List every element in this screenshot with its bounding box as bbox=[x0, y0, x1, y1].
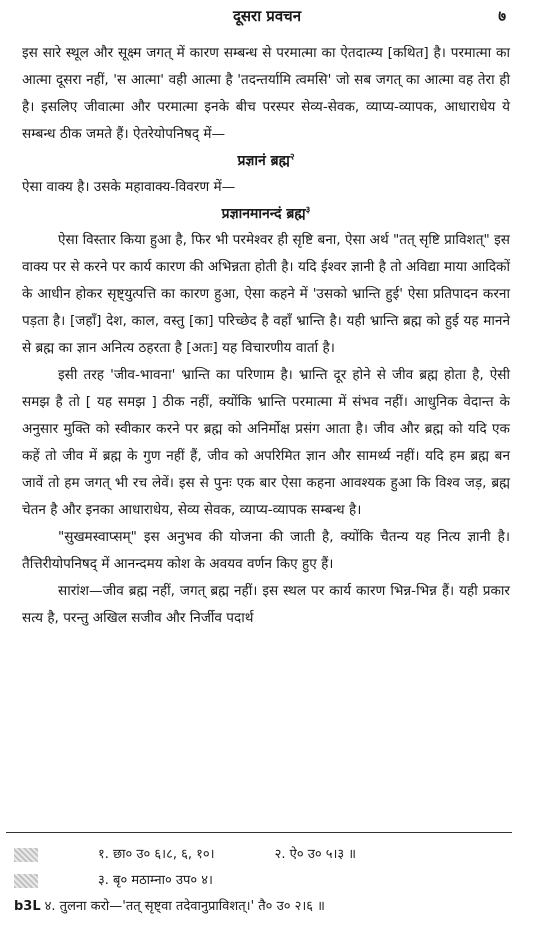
quote-prajnanam-anandam bbox=[22, 201, 510, 227]
superscript-2: २ bbox=[289, 152, 295, 163]
scan-smudge-mark bbox=[14, 848, 38, 862]
page-header bbox=[0, 6, 534, 28]
footnote-4: ४. तुलना करो—'तत् सृष्ट्वा तदेवानुप्राविशत्।' तै० उ० २।६ ॥ bbox=[44, 899, 325, 914]
footnote-divider bbox=[6, 832, 512, 833]
paragraph-3: ऐसा विस्तार किया हुआ है, फिर भी परमेश्वर ही सृष्टि बना, ऐसा अर्थ "तत् सृष्टि प्राविशत्" इस वाक्य पर से करने पर कार्य कारण की अभिन्नता होती है। यदि ईश्वर ज्ञानी है तो अविद्या माया आदिकों के आधीन होकर सृष्ट्युत्पत्ति का कारण हुआ, ऐसा कहने में 'उसको भ्रान्ति हुई' ऐसा प्रतिपादन करना पड़ता है। [जहाँ] देश, काल, वस्तु [का] परिच्छेद है वहाँ भ्रान्ति है। यही भ्रान्ति ब्रह्म को हुई यह मानने से ब्रह्म का ज्ञान अनित्य ठहरता है [अतः] यह विचारणीय वार्ता है। bbox=[22, 232, 510, 356]
quote-prajnanam bbox=[22, 148, 510, 174]
page-number: ७ bbox=[498, 7, 506, 25]
paragraph-1: इस सारे स्थूल और सूक्ष्म जगत् में कारण सम्बन्ध से परमात्मा का ऐतदात्म्य [कथित] है। परमात्मा का आत्मा दूसरा नहीं, 'स आत्मा' वही आत्मा है 'तदन्तर्यामि त्वमसि' जो सब जगत् का आत्मा वह तेरा ही है। इसलिए जीवात्मा और परमात्मा इनके बीच परस्पर सेव्य-सेवक, व्याप्य-व्यापक, आधाराधेय ये सम्बन्ध ठीक जमते हैं। ऐतरेयोपनिषद् में— bbox=[22, 45, 510, 142]
footnotes bbox=[14, 842, 514, 920]
main-text bbox=[22, 40, 510, 632]
paragraph-2: ऐसा वाक्य है। उसके महावाक्य-विवरण में— bbox=[22, 179, 236, 195]
superscript-3: ३ bbox=[305, 205, 311, 216]
footnote-row-2 bbox=[14, 868, 514, 894]
footnote-3: ३. बृ० मठाम्ना० उप० ४। bbox=[98, 873, 213, 888]
footnote-2: २. ऐ० उ० ५।३ ॥ bbox=[274, 847, 357, 862]
chapter-title: दूसरा प्रवचन bbox=[232, 7, 302, 25]
paragraph-5: "सुखमस्वाप्सम्" इस अनुभव की योजना की जाती है, क्योंकि चैतन्य यह नित्य ज्ञानी है। तैत्तिरीयोपनिषद् में आनन्दमय कोश के अवयव वर्णन किए हुए हैं। bbox=[22, 529, 510, 572]
footnote-row-3 bbox=[14, 894, 514, 920]
margin-mark: b3L bbox=[14, 899, 41, 914]
footnote-1: १. छा० उ० ६।८, ६, १०। bbox=[98, 847, 215, 862]
quote-prajnanam-anandam-text: प्रज्ञानमानन्दं ब्रह्म bbox=[221, 206, 306, 222]
footnote-row-1 bbox=[14, 842, 514, 868]
paragraph-6: सारांश—जीव ब्रह्म नहीं, जगत् ब्रह्म नहीं। इस स्थल पर कार्य कारण भिन्न-भिन्न हैं। यही प्रकार सत्य है, परन्तु अखिल सजीव और निर्जीव पदार्थ bbox=[22, 583, 510, 626]
paragraph-4: इसी तरह 'जीव-भावना' भ्रान्ति का परिणाम है। भ्रान्ति दूर होने से जीव ब्रह्म होता है, ऐसी समझ है तो [ यह समझ ] ठीक नहीं, क्योंकि भ्रान्ति परमात्मा में संभव नहीं। आधुनिक वेदान्त के अनुसार मुक्ति को स्वीकार करने पर ब्रह्म को अनिर्मोक्ष प्रसंग आता है। जीव और ब्रह्म को यदि एक कहें तो जीव में ब्रह्म के गुण नहीं हैं, जीव को अपरिमित ज्ञान और सामर्थ्य नहीं। यदि हम ब्रह्म बन जावें तो हम जगत् भी रच लेवें। इस से पुनः एक बार ऐसा कहना आवश्यक हुआ कि विश्व जड़, ब्रह्म चेतन है और इनका आधाराधेय, सेव्य सेवक, व्याप्य-व्यापक सम्बन्ध है। bbox=[22, 367, 510, 518]
scan-smudge-mark bbox=[14, 874, 38, 888]
quote-prajnanam-text: प्रज्ञानं ब्रह्म bbox=[237, 153, 290, 169]
